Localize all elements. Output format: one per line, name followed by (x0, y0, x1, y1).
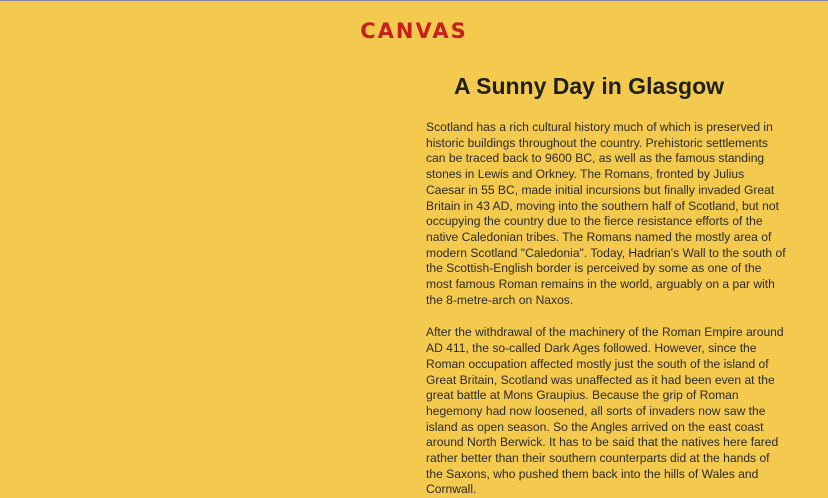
article-paragraph: Scotland has a rich cultural history much of which is preserved in historic buildings throughout the country. Prehistoric settlements can be traced back to 9600 BC, as well as the famous standing stones in Lewis and Orkney. The Romans, fronted by Julius Caesar in 55 BC, made initial incursions but finally invaded Great Britain in 43 AD, moving into the southern half of Scotland, but not occupying the country due to the fierce resistance efforts of the native Caledonian tribes. The Romans named the mostly area of modern Scotland "Caledonia". Today, Hadrian's Wall to the south of the Scottish-English border is perceived by some as one of the most famous Roman remains in the world, arguably on a par with the 8-metre-arch on Naxos. (426, 120, 786, 307)
article-title: A Sunny Day in Glasgow (453, 73, 725, 99)
article (426, 72, 786, 498)
article-paragraph: After the withdrawal of the machinery of the Roman Empire around AD 411, the so-called Dark Ages followed. However, since the Roman occupation affected mostly just the south of the island of Great Britain, Scotland was unaffected as it had been even at the great battle at Mons Graupius. Because the grip of Roman hegemony had now loosened, all sorts of invaders now saw the island as open season. So the Angles arrived on the east coast around North Berwick. It has to be said that the natives here fared rather better than their southern counterparts did at the hands of the Saxons, who pushed them back into the hills of Wales and Cornwall. (426, 325, 784, 497)
top-divider (0, 0, 828, 1)
canvas-logo[interactable]: CANVAS (360, 19, 468, 43)
